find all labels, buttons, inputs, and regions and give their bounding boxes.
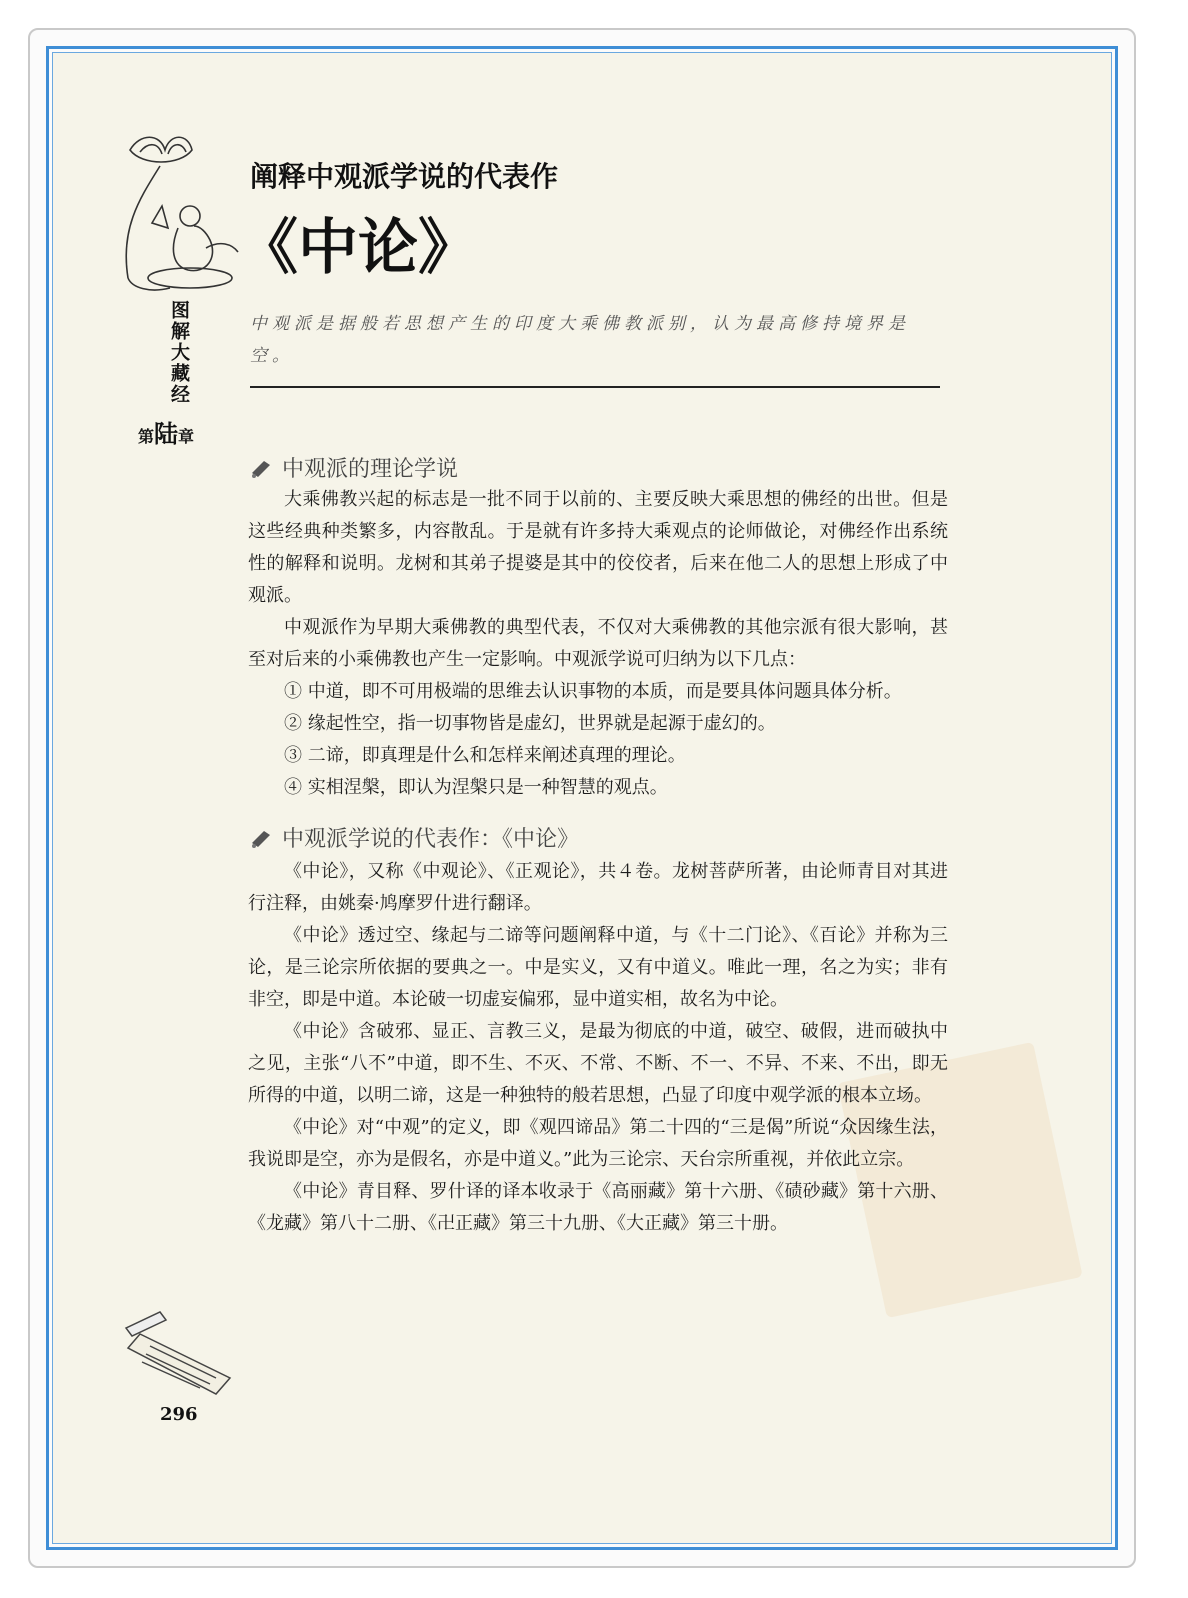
section1-paragraph-1: 大乘佛教兴起的标志是一批不同于以前的、主要反映大乘思想的佛经的出世。但是这些经典种类繁多，内容散乱。于是就有许多持大乘观点的论师做论，对佛经作出系统性的解释和说明。龙树和其弟子提婆是其中的佼佼者，后来在他二人的思想上形成了中观派。 xyxy=(248,489,948,606)
divider-rule xyxy=(250,386,940,388)
page-subtitle: 阐释中观派学说的代表作 xyxy=(250,160,559,193)
section1-heading-text: 中观派的理论学说 xyxy=(282,457,459,482)
section2-heading xyxy=(248,822,579,853)
lotus-figure-illustration xyxy=(110,128,250,298)
book-title-vertical: 图解大藏经 xyxy=(168,300,190,405)
section2-paragraph-5: 《中论》青目释、罗什译的译本收录于《高丽藏》第十六册、《碛砂藏》第十六册、《龙藏》第八十二册、《卍正藏》第三十九册、《大正藏》第三十册。 xyxy=(248,1181,948,1234)
section1-paragraph-2: 中观派作为早期大乘佛教的典型代表，不仅对大乘佛教的其他宗派有很大影响，甚至对后来的小乘佛教也产生一定影响。中观派学说可归纳为以下几点： xyxy=(248,617,948,670)
section1-heading xyxy=(248,452,458,483)
brush-icon xyxy=(248,457,274,479)
chapter-prefix: 第 xyxy=(138,427,155,446)
section1-point-4: ④ 实相涅槃，即认为涅槃只是一种智慧的观点。 xyxy=(284,777,668,798)
section2-heading-text: 中观派学说的代表作：《中论》 xyxy=(282,827,580,852)
section2-body xyxy=(248,856,948,1240)
page-title: 《中论》 xyxy=(238,213,478,283)
scroll-illustration xyxy=(120,1308,240,1398)
chapter-suffix: 章 xyxy=(178,427,195,446)
section2-paragraph-2: 《中论》透过空、缘起与二谛等问题阐释中道，与《十二门论》、《百论》并称为三论，是三论宗所依据的要典之一。中是实义，又有中道义。唯此一理，名之为实；非有非空，即是中道。本论破一切虚妄偏邪，显中道实相，故名为中论。 xyxy=(248,925,948,1010)
section1-point-3: ③ 二谛，即真理是什么和怎样来阐述真理的理论。 xyxy=(284,745,686,766)
page-number: 296 xyxy=(160,1404,198,1425)
section1-point-2: ② 缘起性空，指一切事物皆是虚幻，世界就是起源于虚幻的。 xyxy=(284,713,776,734)
brush-icon xyxy=(248,827,274,849)
section2-paragraph-1: 《中论》，又称《中观论》、《正观论》，共４卷。龙树菩萨所著，由论师青目对其进行注释，由姚秦·鸠摩罗什进行翻译。 xyxy=(248,861,948,914)
chapter-number: 陆 xyxy=(154,420,179,448)
intro-summary: 中观派是据般若思想产生的印度大乘佛教派别，认为最高修持境界是空。 xyxy=(250,314,910,366)
section1-body xyxy=(248,484,948,804)
section1-point-1: ① 中道，即不可用极端的思维去认识事物的本质，而是要具体问题具体分析。 xyxy=(284,681,902,702)
section2-paragraph-3: 《中论》含破邪、显正、言教三义，是最为彻底的中道，破空、破假，进而破执中之见，主张“八不”中道，即不生、不灭、不常、不断、不一、不异、不来、不出，即无所得的中道，以明二谛，这是一种独特的般若思想，凸显了印度中观学派的根本立场。 xyxy=(248,1021,948,1106)
section2-paragraph-4: 《中论》对“中观”的定义，即《观四谛品》第二十四的“三是偈”所说“众因缘生法，我说即是空，亦为是假名，亦是中道义。”此为三论宗、天台宗所重视，并依此立宗。 xyxy=(248,1117,948,1170)
chapter-marker xyxy=(138,414,208,449)
